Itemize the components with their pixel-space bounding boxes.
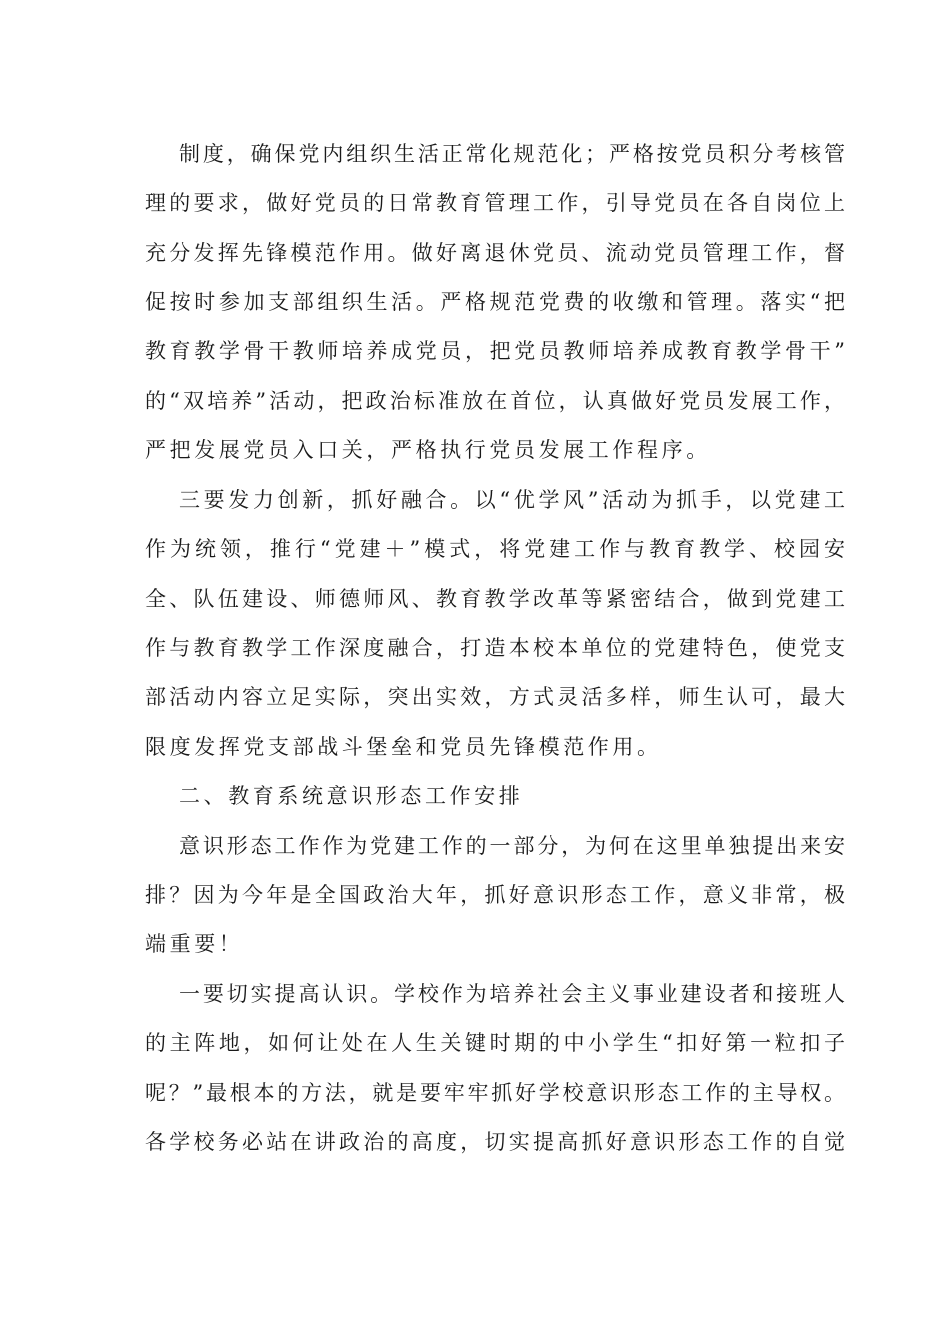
paragraph-3-line-3: 端重要！ bbox=[145, 932, 244, 956]
paragraph-1-line-6: 的“双培养”活动，把政治标准放在首位，认真做好党员发展工作， bbox=[145, 389, 845, 413]
paragraph-2-line-3: 全、队伍建设、师德师风、教育教学改革等紧密结合，做到党建工 bbox=[145, 587, 845, 611]
paragraph-2-line-4: 作与教育教学工作深度融合，打造本校本单位的党建特色，使党支 bbox=[145, 636, 845, 660]
section-heading: 二、教育系统意识形态工作安排 bbox=[179, 784, 524, 808]
paragraph-1-line-3: 充分发挥先锋模范作用。做好离退休党员、流动党员管理工作，督 bbox=[145, 241, 845, 265]
paragraph-1-line-1: 制度，确保党内组织生活正常化规范化；严格按党员积分考核管 bbox=[179, 142, 845, 166]
paragraph-2-line-1: 三要发力创新，抓好融合。以“优学风”活动为抓手，以党建工 bbox=[179, 488, 845, 512]
paragraph-4-line-1: 一要切实提高认识。学校作为培养社会主义事业建设者和接班人 bbox=[179, 982, 845, 1006]
paragraph-3-line-1: 意识形态工作作为党建工作的一部分，为何在这里单独提出来安 bbox=[179, 834, 845, 858]
paragraph-1-line-2: 理的要求，做好党员的日常教育管理工作，引导党员在各自岗位上 bbox=[145, 191, 845, 215]
paragraph-2-line-5: 部活动内容立足实际，突出实效，方式灵活多样，师生认可，最大 bbox=[145, 685, 845, 709]
paragraph-2-line-2: 作为统领，推行“党建＋”模式，将党建工作与教育教学、校园安 bbox=[145, 537, 845, 561]
paragraph-1-line-7: 严把发展党员入口关，严格执行党员发展工作程序。 bbox=[145, 438, 711, 462]
paragraph-4-line-2: 的主阵地，如何让处在人生关键时期的中小学生“扣好第一粒扣子 bbox=[145, 1031, 845, 1055]
paragraph-3-line-2: 排？因为今年是全国政治大年，抓好意识形态工作，意义非常，极 bbox=[145, 883, 845, 907]
paragraph-1-line-4: 促按时参加支部组织生活。严格规范党费的收缴和管理。落实“把 bbox=[145, 290, 845, 314]
paragraph-4-line-4: 各学校务必站在讲政治的高度，切实提高抓好意识形态工作的自觉 bbox=[145, 1130, 845, 1154]
paragraph-2-line-6: 限度发挥党支部战斗堡垒和党员先锋模范作用。 bbox=[145, 735, 662, 759]
paragraph-1-line-5: 教育教学骨干教师培养成党员，把党员教师培养成教育教学骨干” bbox=[145, 339, 845, 363]
paragraph-4-line-3: 呢？”最根本的方法，就是要牢牢抓好学校意识形态工作的主导权。 bbox=[145, 1081, 845, 1105]
